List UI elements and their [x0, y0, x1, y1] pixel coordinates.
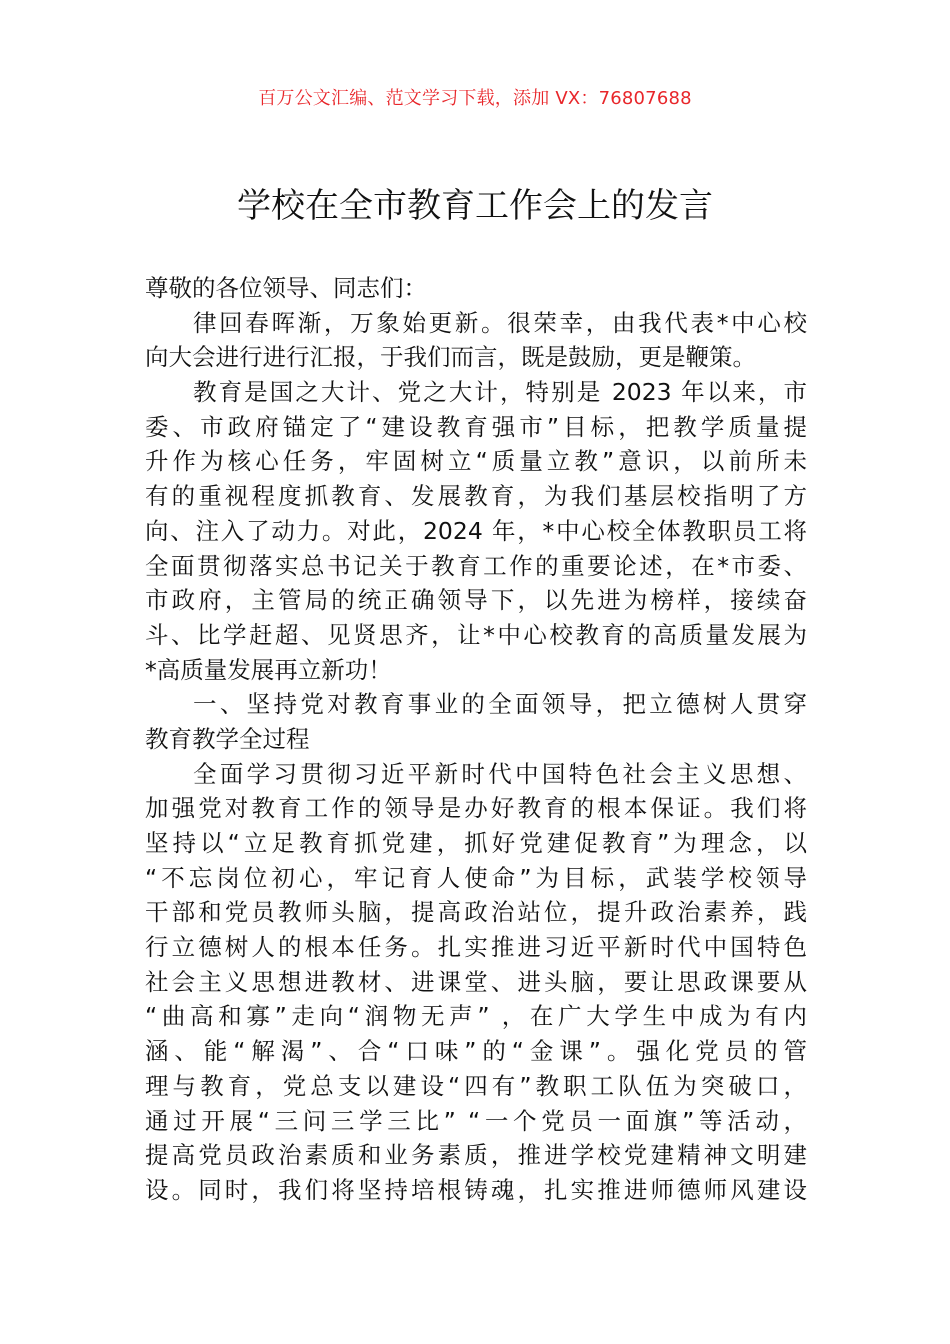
text-line: 教育教学全过程	[145, 724, 310, 753]
paragraph	[145, 687, 807, 756]
text-line: 有的重视程度抓教育、发展教育，为我们基层校指明了方	[145, 482, 807, 511]
text-line: 升作为核心任务，牢固树立“质量立教”意识，以前所未	[145, 447, 807, 476]
text-line: 律回春晖渐，万象始更新。很荣幸，由我代表*中心校	[193, 308, 807, 337]
text-line: 设。同时，我们将坚持培根铸魂，扎实推进师德师风建设	[145, 1175, 807, 1204]
document-body	[145, 271, 807, 1208]
text-line: 向大会进行进行汇报，于我们而言，既是鼓励，更是鞭策。	[145, 343, 756, 372]
text-line: 一、坚持党对教育事业的全面领导，把立德树人贯穿	[193, 690, 807, 719]
text-line: “曲高和寡”走向“润物无声” ，在广大学生中成为有内	[145, 1002, 807, 1031]
text-line: 通过开展“三问三学三比” “一个党员一面旗”等活动，	[145, 1106, 807, 1135]
text-line: 全面学习贯彻习近平新时代中国特色社会主义思想、	[193, 759, 807, 788]
text-line: 社会主义思想进教材、进课堂、进头脑，要让思政课要从	[145, 967, 807, 996]
text-line: 行立德树人的根本任务。扎实推进习近平新时代中国特色	[145, 933, 807, 962]
text-line: 加强党对教育工作的领导是办好教育的根本保证。我们将	[145, 794, 807, 823]
paragraph	[145, 271, 807, 306]
text-line: 提高党员政治素质和业务素质，推进学校党建精神文明建	[145, 1141, 807, 1170]
text-line: 尊敬的各位领导、同志们：	[145, 274, 427, 302]
text-line: 斗、比学赶超、见贤思齐，让*中心校教育的高质量发展为	[145, 620, 807, 649]
text-line: “不忘岗位初心，牢记育人使命”为目标，武装学校领导	[145, 863, 807, 892]
text-line: 市政府，主管局的统正确领导下，以先进为榜样，接续奋	[145, 586, 807, 615]
text-line: 干部和党员教师头脑，提高政治站位，提升政治素养，践	[145, 898, 807, 927]
text-line: 教育是国之大计、党之大计，特别是 2023 年以来，市	[193, 378, 807, 407]
text-line: 坚持以“立足教育抓党建，抓好党建促教育”为理念，以	[145, 829, 807, 857]
paragraph	[145, 375, 807, 687]
text-line: 向、注入了动力。对此，2024 年，*中心校全体教职员工将	[145, 516, 807, 545]
text-line: 委、市政府锚定了“建设教育强市”目标，把教学质量提	[145, 412, 807, 441]
paragraph	[145, 306, 807, 375]
text-line: 理与教育，党总支以建设“四有”教职工队伍为突破口，	[145, 1071, 807, 1100]
paragraph	[145, 757, 807, 1208]
watermark-banner: 百万公文汇编、范文学习下载，添加 VX：76807688	[258, 88, 692, 109]
document-title: 学校在全市教育工作会上的发言	[237, 186, 713, 226]
text-line: 涵、能“解渴”、合“口味”的“金课”。强化党员的管	[145, 1037, 807, 1066]
text-line: *高质量发展再立新功！	[145, 655, 392, 684]
text-line: 全面贯彻落实总书记关于教育工作的重要论述，在*市委、	[145, 551, 807, 580]
